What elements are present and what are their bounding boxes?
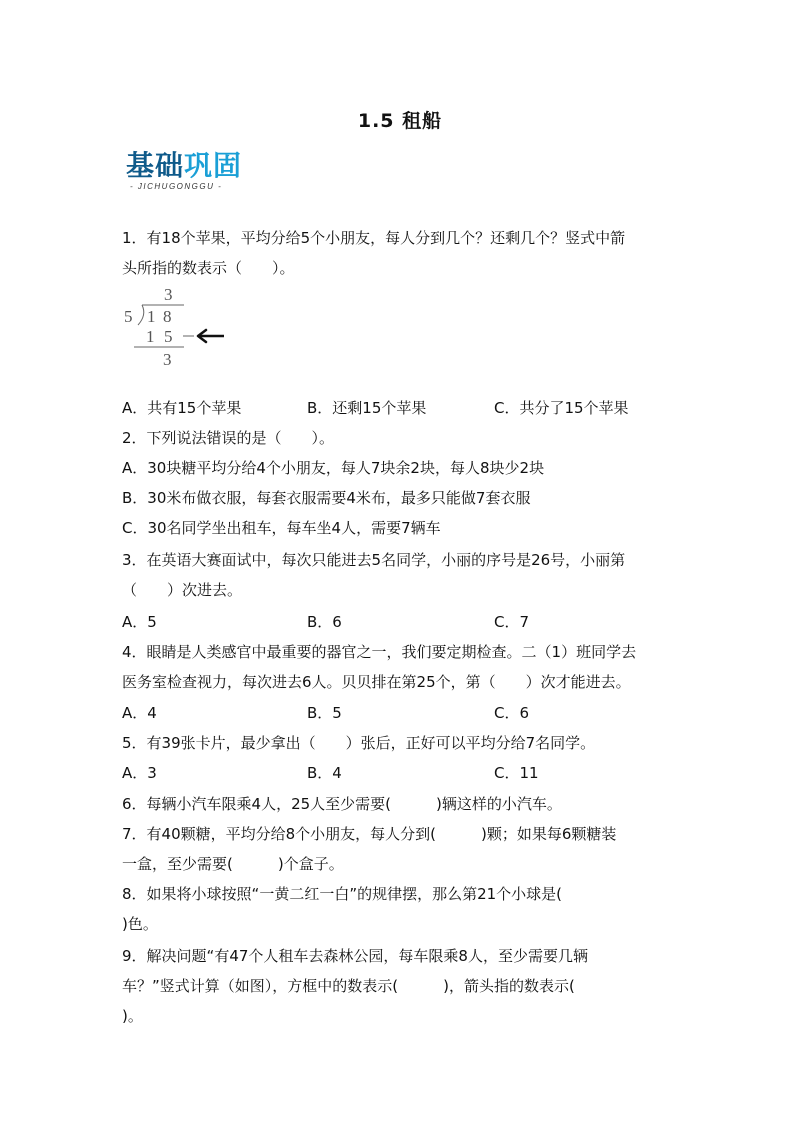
product-digit-2: 5 [164, 327, 173, 346]
question-9-line-1: 9．解决问题“有47个人租车去森林公园，每车限乘8人，至少需要几辆 [122, 947, 588, 965]
division-bracket [138, 305, 144, 325]
question-1-line-1: 1．有18个苹果，平均分给5个小朋友，每人分到几个？还剩几个？竖式中箭 [122, 229, 626, 247]
dividend-digit-1: 1 [147, 307, 156, 326]
badge-title-a: 基础 [126, 149, 185, 182]
product-digit-1: 1 [146, 327, 155, 346]
q1-option-b[interactable]: B．还剩15个苹果 [307, 399, 427, 417]
q5-option-b[interactable]: B．4 [307, 764, 342, 782]
badge-title [126, 150, 242, 182]
question-3-line-2: （ ）次进去。 [122, 581, 243, 599]
badge-title-b: 巩固 [184, 149, 243, 182]
q3-option-b[interactable]: B．6 [307, 613, 342, 631]
question-4-line-1: 4．眼睛是人类感官中最重要的器官之一，我们要定期检查。二（1）班同学去 [122, 643, 637, 661]
question-3-line-1: 3．在英语大赛面试中，每次只能进去5名同学，小丽的序号是26号，小丽第 [122, 551, 626, 569]
q5-option-a[interactable]: A．3 [122, 764, 157, 782]
question-4-line-2: 医务室检查视力，每次进去6人。贝贝排在第25个，第（ ）次才能进去。 [122, 673, 631, 691]
arrow-left-icon [198, 330, 224, 342]
q4-option-b[interactable]: B．5 [307, 704, 342, 722]
dividend-digit-2: 8 [163, 307, 172, 326]
q2-option-a[interactable]: A．30块糖平均分给4个小朋友，每人7块余2块，每人8块少2块 [122, 459, 545, 477]
question-9-line-2: 车？”竖式计算（如图），方框中的数表示( )，箭头指的数表示( [122, 977, 575, 995]
remainder-digit: 3 [163, 350, 172, 369]
badge-subtitle: - JICHUGONGGU - [130, 182, 223, 191]
question-6: 6．每辆小汽车限乘4人，25人至少需要( )辆这样的小汽车。 [122, 795, 562, 813]
question-5: 5．有39张卡片，最少拿出（ ）张后，正好可以平均分给7名同学。 [122, 734, 596, 752]
question-7-line-1: 7．有40颗糖，平均分给8个小朋友，每人分到( )颗；如果每6颗糖装 [122, 825, 617, 843]
question-7-line-2: 一盒，至少需要( )个盒子。 [122, 855, 344, 873]
q3-option-a[interactable]: A．5 [122, 613, 157, 631]
question-8-line-1: 8．如果将小球按照“一黄二红一白”的规律摆，那么第21个小球是( [122, 885, 563, 903]
divisor-digit: 5 [124, 307, 133, 326]
question-9-line-3: )。 [122, 1007, 143, 1025]
quotient-digit: 3 [164, 285, 173, 304]
q4-option-a[interactable]: A．4 [122, 704, 157, 722]
q3-option-c[interactable]: C．7 [494, 613, 530, 631]
q2-option-b[interactable]: B．30米布做衣服，每套衣服需要4米布，最多只能做7套衣服 [122, 489, 531, 507]
q1-option-a[interactable]: A．共有15个苹果 [122, 399, 242, 417]
q5-option-c[interactable]: C．11 [494, 764, 539, 782]
q1-option-c[interactable]: C．共分了15个苹果 [494, 399, 629, 417]
long-division-figure [120, 283, 230, 371]
q4-option-c[interactable]: C．6 [494, 704, 530, 722]
section-badge [126, 150, 276, 196]
question-8-line-2: )色。 [122, 915, 158, 933]
question-1-line-2: 头所指的数表示（ ）。 [122, 259, 295, 277]
question-2: 2．下列说法错误的是（ ）。 [122, 429, 335, 447]
page-title: 1.5 租船 [357, 110, 443, 132]
q2-option-c[interactable]: C．30名同学坐出租车，每车坐4人，需要7辆车 [122, 519, 441, 537]
